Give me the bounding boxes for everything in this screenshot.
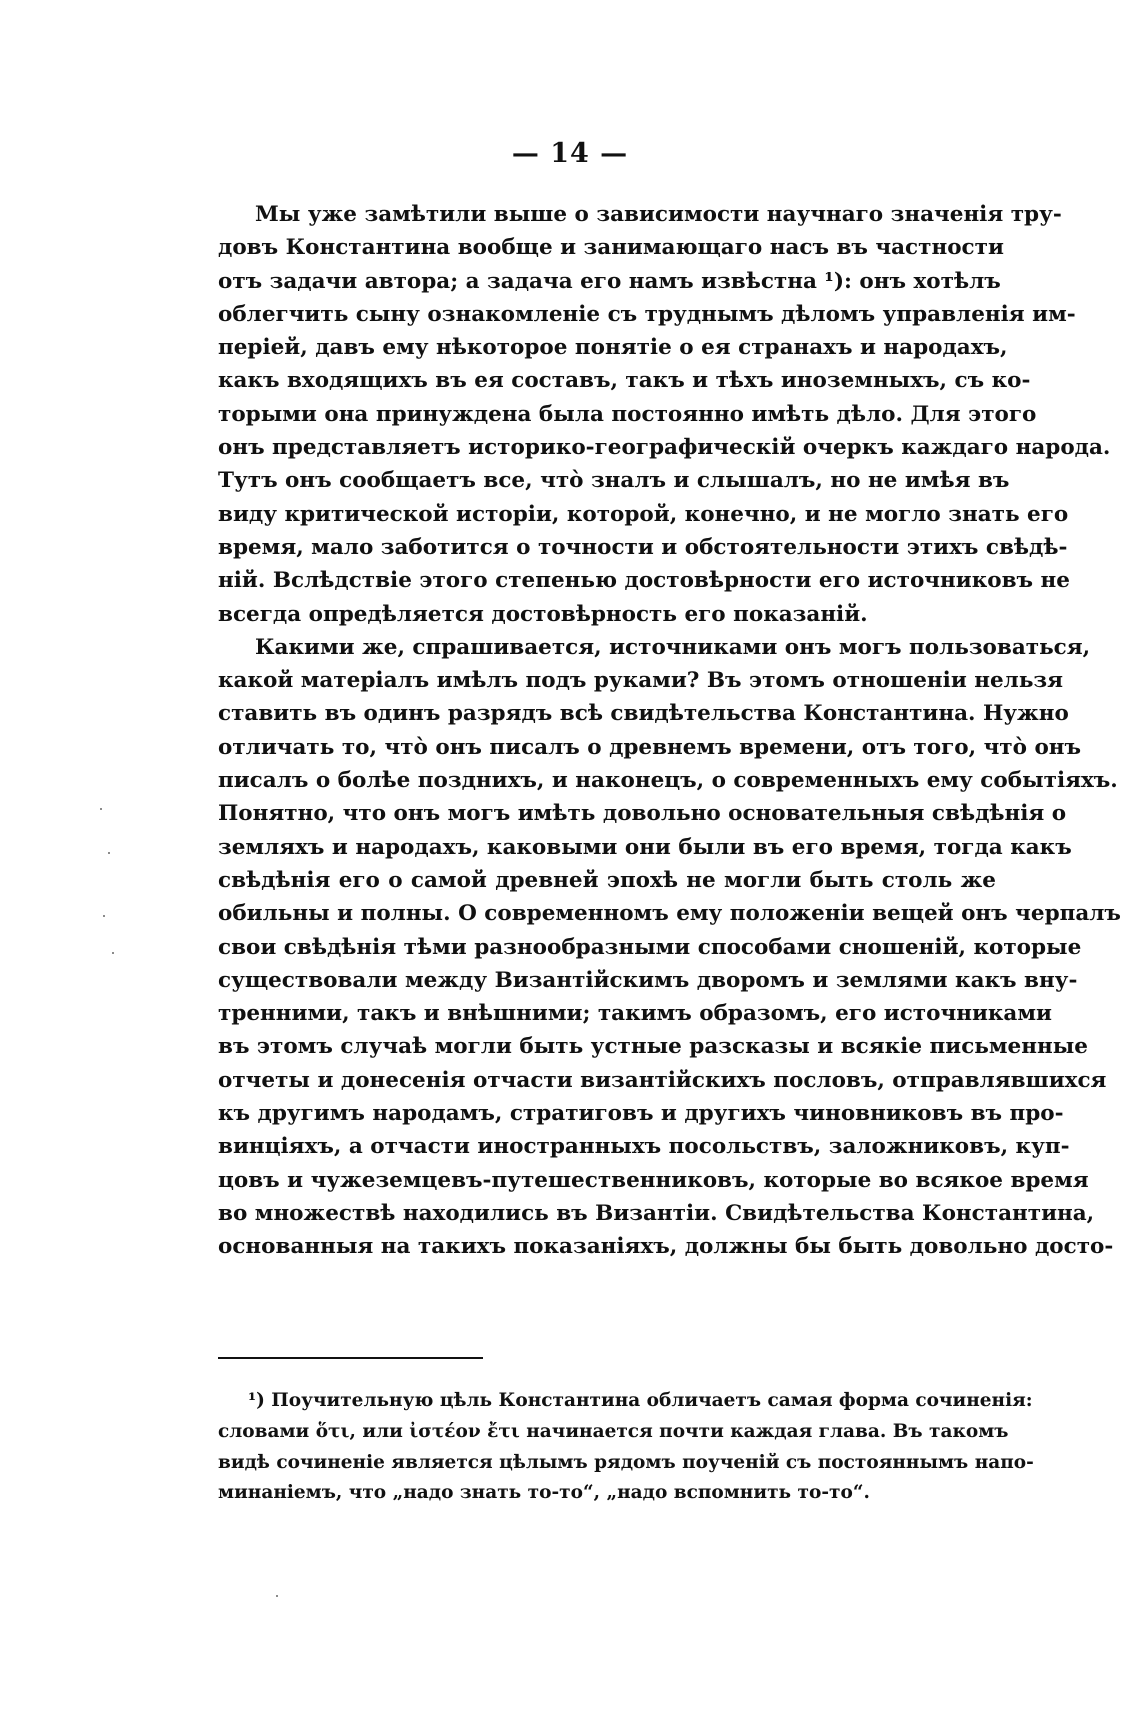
text-line: Понятно, что онъ могъ имѣть довольно основательныя свѣдѣнія о: [218, 801, 1067, 827]
footnote-line: словами ὅτι, или ἰστέον ἔτι начинается почти каждая глава. Въ такомъ: [218, 1420, 1009, 1442]
paragraph-2: [218, 631, 1121, 1264]
text-line: періей, давъ ему нѣкоторое понятіе о ея странахъ и народахъ,: [218, 335, 1008, 361]
text-line: Тутъ онъ сообщаетъ все, что̀ зналъ и слышалъ, но не имѣя въ: [218, 468, 1010, 494]
main-text: [218, 198, 1121, 1264]
text-line: отличать то, что̀ онъ писалъ о древнемъ времени, отъ того, что̀ онъ: [218, 734, 1082, 760]
scan-speck: [108, 852, 110, 854]
text-line: какъ входящихъ въ ея составъ, такъ и тѣхъ иноземныхъ, съ ко-: [218, 368, 1031, 394]
text-line: тренними, такъ и внѣшними; такимъ образомъ, его источниками: [218, 1001, 1052, 1027]
text-line: Мы уже замѣтили выше о зависимости научнаго значенія тру-: [255, 202, 1062, 227]
text-line: свои свѣдѣнія тѣми разнообразными способами сношеній, которые: [218, 934, 1082, 960]
text-line: облегчить сыну ознакомленіе съ труднымъ дѣломъ управленія им-: [218, 301, 1076, 327]
text-line: онъ представляетъ историко-географическій очеркъ каждаго народа.: [218, 435, 1111, 461]
footnote-divider: [218, 1357, 483, 1359]
text-line: отъ задачи автора; а задача его намъ извѣстна ¹): онъ хотѣлъ: [218, 268, 1001, 294]
text-line: довъ Константина вообще и занимающаго насъ въ частности: [218, 235, 1004, 261]
text-line: торыми она принуждена была постоянно имѣть дѣло. Для этого: [218, 401, 1037, 427]
text-line: къ другимъ народамъ, стратиговъ и другихъ чиновниковъ въ про-: [218, 1101, 1064, 1127]
paragraph-1: [218, 198, 1111, 631]
text-line: существовали между Византійскимъ дворомъ и землями какъ вну-: [218, 967, 1078, 993]
text-line: основанныя на такихъ показаніяхъ, должны бы быть довольно досто-: [218, 1234, 1114, 1260]
text-line: въ этомъ случаѣ могли быть устные разсказы и всякіе письменные: [218, 1034, 1088, 1060]
text-line: какой матеріалъ имѣлъ подъ руками? Въ этомъ отношеніи нельзя: [218, 668, 1064, 694]
text-line: Какими же, спрашивается, источниками онъ могъ пользоваться,: [255, 634, 1091, 660]
text-line: цовъ и чужеземцевъ-путешественниковъ, которые во всякое время: [218, 1167, 1089, 1193]
text-line: виду критической исторіи, которой, конечно, и не могло знать его: [218, 501, 1069, 527]
text-line: винціяхъ, а отчасти иностранныхъ посольствъ, заложниковъ, куп-: [218, 1134, 1070, 1160]
text-line: писалъ о болѣе позднихъ, и наконецъ, о современныхъ ему событіяхъ.: [218, 768, 1118, 794]
footnote-line: минаніемъ, что „надо знать то-то“, „надо вспомнить то-то“.: [218, 1482, 870, 1504]
text-line: ній. Вслѣдствіе этого степенью достовѣрности его источниковъ не: [218, 568, 1070, 594]
text-line: свѣдѣнія его о самой древней эпохѣ не могли быть столь же: [218, 867, 996, 893]
text-line: ставить въ одинъ разрядъ всѣ свидѣтельства Константина. Нужно: [218, 701, 1069, 727]
text-line: во множествѣ находились въ Византіи. Свидѣтельства Константина,: [218, 1200, 1095, 1226]
text-line: отчеты и донесенія отчасти византійскихъ пословъ, отправлявшихся: [218, 1067, 1107, 1093]
scan-speck: [276, 1595, 278, 1597]
footnote-line: ¹) Поучительную цѣль Константина обличаетъ самая форма сочиненія:: [248, 1390, 1033, 1411]
text-line: обильны и полны. О современномъ ему положеніи вещей онъ черпалъ: [218, 901, 1121, 927]
scan-speck: [103, 915, 105, 917]
footnote-line: видѣ сочиненіе является цѣлымъ рядомъ поученій съ постояннымъ напо-: [218, 1451, 1034, 1473]
text-line: время, мало заботится о точности и обстоятельности этихъ свѣдѣ-: [218, 534, 1068, 560]
text-line: земляхъ и народахъ, каковыми они были въ его время, тогда какъ: [218, 834, 1072, 860]
text-line: всегда опредѣляется достовѣрность его показаній.: [218, 601, 868, 627]
scan-speck: [100, 808, 102, 810]
scan-speck: [112, 952, 114, 954]
page-number: — 14 —: [511, 138, 629, 169]
footnote: [218, 1386, 1034, 1509]
